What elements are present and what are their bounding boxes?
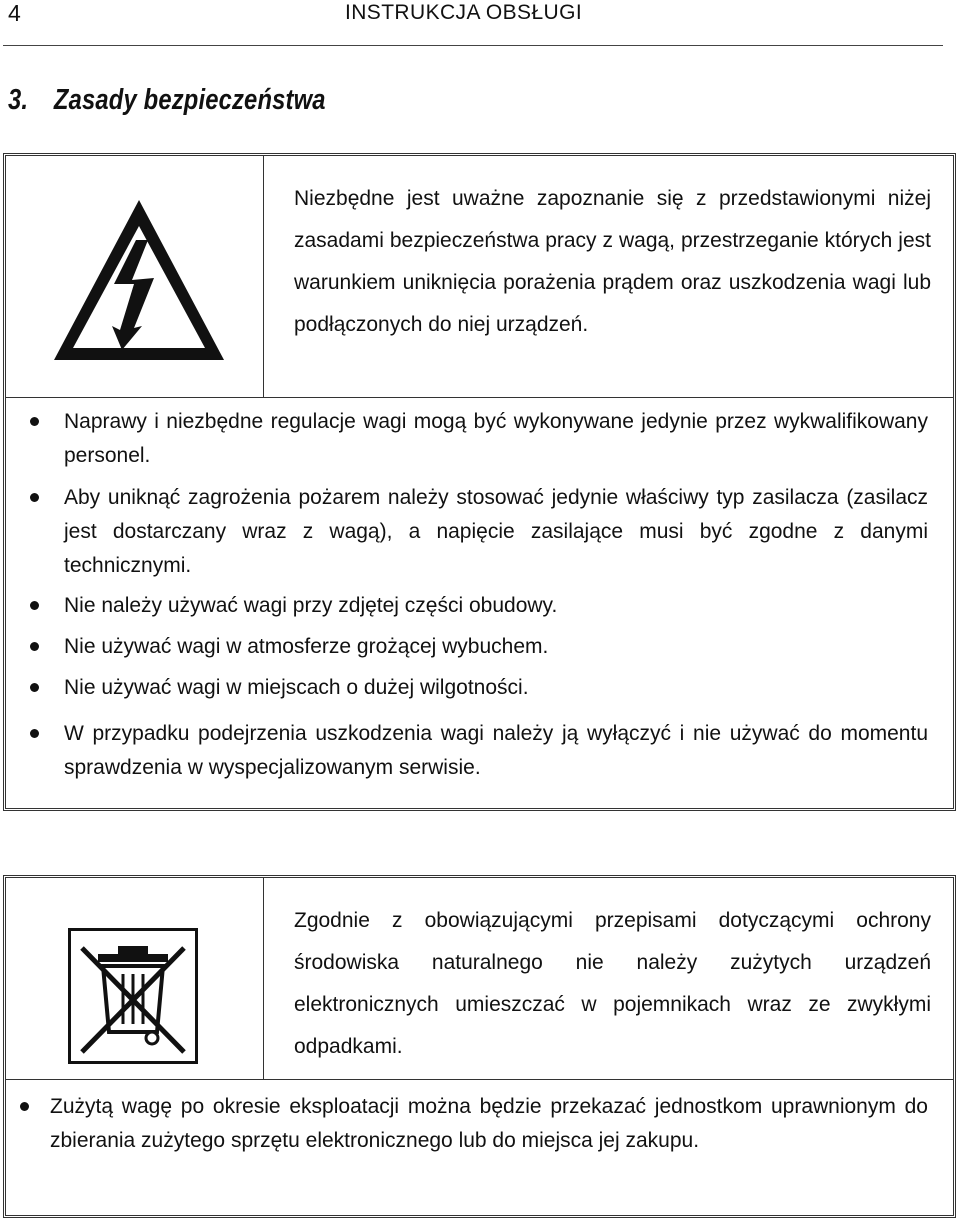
safety-rules-list <box>6 405 953 785</box>
warning-icon-cell <box>6 156 264 397</box>
disposal-rules-list <box>6 1090 953 1158</box>
rule-text: Zużytą wagę po okresie eksploatacji można będzie przekazać jednostkom uprawnionym do zbierania zużytego sprzętu elektronicznego lub do miejsca jej zakupu. <box>50 1095 928 1152</box>
rule-text: Naprawy i niezbędne regulacje wagi mogą być wykonywane jedynie przez wykwalifikowany personel. <box>64 410 928 467</box>
disposal-box <box>3 875 956 1218</box>
bullet-icon <box>30 729 39 738</box>
bullet-icon <box>30 642 39 651</box>
rule-text: Aby uniknąć zagrożenia pożarem należy stosować jedynie właściwy typ zasilacza (zasilacz jest dostarczany wraz z wagą), a napięcie zasilające musi być zgodne z danymi technicznymi. <box>64 486 928 577</box>
bullet-icon <box>20 1102 29 1111</box>
section-number: 3. <box>8 84 29 116</box>
section-title-text: Zasady bezpieczeństwa <box>53 84 326 116</box>
page-number: 4 <box>8 0 21 26</box>
safety-intro-text: Niezbędne jest uważne zapoznanie się z przedstawionymi niżej zasadami bezpieczeństwa pracy z wagą, przestrzeganie których jest warunkiem uniknięcia porażenia prądem oraz uszkodzenia wagi lub podłączonych do niej urządzeń. <box>294 187 931 336</box>
high-voltage-warning-icon <box>50 196 228 364</box>
list-item <box>6 1090 953 1158</box>
bullet-icon <box>30 493 39 502</box>
list-item <box>6 671 953 705</box>
header-rule <box>3 45 943 46</box>
rule-text: W przypadku podejrzenia uszkodzenia wagi należy ją wyłączyć i nie używać do momentu sprawdzenia w wyspecjalizowanym serwisie. <box>64 722 928 779</box>
rule-text: Nie używać wagi w atmosferze grożącej wybuchem. <box>64 635 549 658</box>
bullet-icon <box>30 417 39 426</box>
rule-text: Nie należy używać wagi przy zdjętej części obudowy. <box>64 594 558 617</box>
rule-text: Nie używać wagi w miejscach o dużej wilgotności. <box>64 676 529 699</box>
running-title: INSTRUKCJA OBSŁUGI <box>345 1 583 24</box>
safety-box <box>3 153 956 811</box>
disposal-intro-text: Zgodnie z obowiązującymi przepisami dotyczącymi ochrony środowiska naturalnego nie należy zużytych urządzeń elektronicznych umieszczać w pojemnikach wraz ze zwykłymi odpadkami. <box>294 909 931 1058</box>
list-item <box>6 405 953 473</box>
list-item <box>6 630 953 664</box>
box-divider <box>6 1079 953 1080</box>
crossed-out-wheelie-bin-icon <box>68 928 198 1064</box>
section-title <box>8 80 326 120</box>
list-item <box>6 589 953 623</box>
bullet-icon <box>30 683 39 692</box>
list-item <box>6 481 953 583</box>
bin-icon-cell <box>6 878 264 1079</box>
box-divider <box>6 397 953 398</box>
bullet-icon <box>30 601 39 610</box>
list-item <box>6 717 953 785</box>
page-header <box>0 0 960 26</box>
